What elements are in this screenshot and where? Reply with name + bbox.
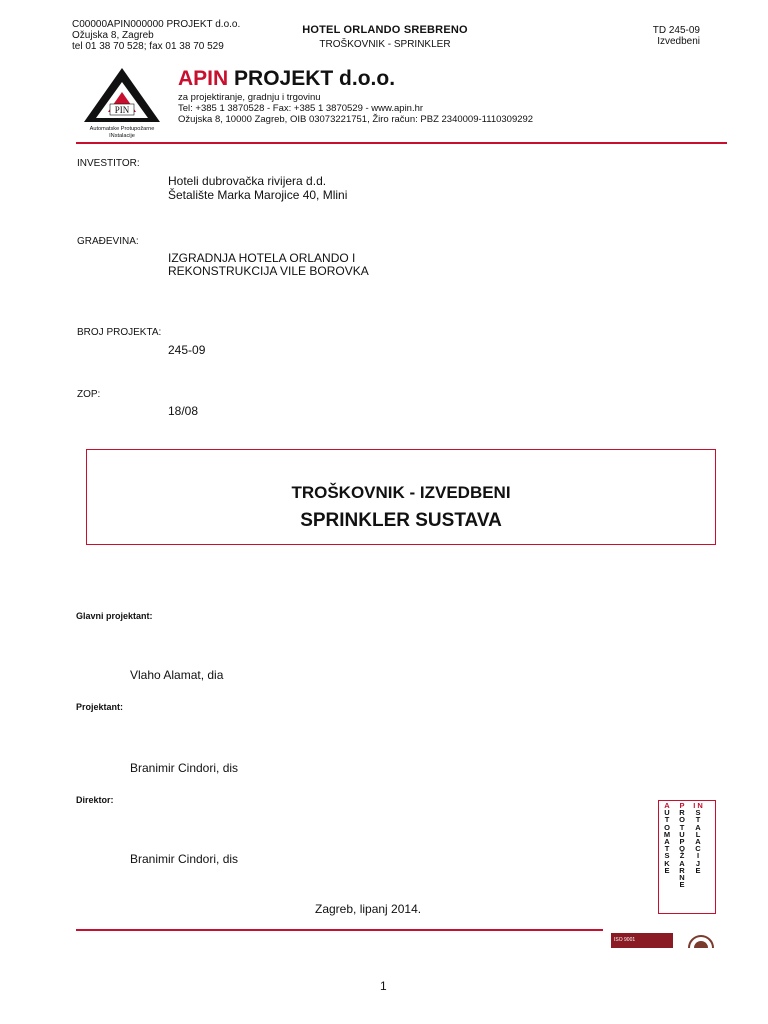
company-address: Ožujska 8, 10000 Zagreb, OIB 03073221751, Žiro račun: PBZ 2340009-1110309292 [178, 114, 534, 125]
header-document-subtitle: TROŠKOVNIK - SPRINKLER [319, 39, 451, 50]
header-company-block [72, 19, 302, 52]
company-contact: Tel: +385 1 3870528 - Fax: +385 1 3870529 - www.apin.hr [178, 103, 424, 114]
document-title-line1: TROŠKOVNIK - IZVEDBENI [291, 483, 511, 502]
badge-col3-initial: I N [693, 801, 703, 810]
badge-column-protupozarne [678, 802, 686, 888]
footer-divider [76, 929, 603, 931]
header-doc-type: Izvedbeni [657, 36, 700, 47]
page-number: 1 [380, 979, 387, 993]
header-project-title: HOTEL ORLANDO SREBRENO [302, 24, 468, 36]
glavni-projektant-label: Glavni projektant: [76, 611, 153, 621]
gradjevina-line2: REKONSTRUKCIJA VILE BOROVKA [168, 264, 369, 278]
company-info [178, 66, 718, 125]
badge-column-automatske [663, 802, 671, 874]
badge-col3-rest: S T A L A C I J E [695, 808, 701, 875]
logo-letters: PIN [114, 105, 130, 115]
header-divider [76, 142, 727, 144]
badge-col1-initial: A [664, 801, 670, 810]
badge-column-instalacije [693, 802, 703, 874]
apin-vertical-badge [658, 800, 716, 914]
broj-projekta-label: BROJ PROJEKTA: [77, 327, 162, 338]
gradjevina-line1: IZGRADNJA HOTELA ORLANDO I [168, 251, 356, 265]
header-company-phone: tel 01 38 70 528; fax 01 38 70 529 [72, 41, 224, 52]
document-title-box [86, 449, 716, 545]
header-title-block [270, 24, 500, 50]
zop-value: 18/08 [168, 404, 199, 418]
investitor-address: Šetalište Marka Marojice 40, Mlini [168, 188, 348, 202]
investitor-label: INVESTITOR: [77, 158, 140, 169]
company-tagline: za projektiranje, gradnju i trgovinu [178, 92, 321, 103]
company-name-accent: APIN [178, 67, 229, 90]
apin-logo-icon [82, 66, 162, 140]
logo-caption-line2: INstalacije [109, 133, 135, 139]
projektant-label: Projektant: [76, 702, 124, 712]
badge-col1-rest: U T O M A T S K E [663, 808, 671, 875]
badge-col2-rest: R O T U P O Ž A R N E [679, 808, 685, 890]
document-title-line2: SPRINKLER SUSTAVA [300, 510, 502, 531]
broj-projekta-value: 245-09 [168, 343, 206, 357]
header-company-code: C00000APIN000000 PROJEKT d.o.o. [72, 19, 241, 30]
iso-certification-icon [611, 933, 716, 948]
investitor-name: Hoteli dubrovačka rivijera d.d. [168, 174, 327, 188]
badge-col2-initial: P [679, 801, 685, 810]
header-company-street: Ožujska 8, Zagreb [72, 30, 154, 41]
iso-badge-label: ISO 9001 [614, 937, 636, 943]
glavni-projektant-name: Vlaho Alamat, dia [130, 668, 224, 682]
header-doc-ref [630, 25, 700, 47]
company-name-rest: PROJEKT d.o.o. [228, 67, 396, 90]
header-doc-number: TD 245-09 [652, 25, 700, 36]
logo-caption-line1: Automatske Protupožarne [89, 126, 155, 132]
gradjevina-label: GRAĐEVINA: [77, 236, 139, 247]
direktor-name: Branimir Cindori, dis [130, 852, 239, 866]
projektant-name: Branimir Cindori, dis [130, 761, 239, 775]
direktor-label: Direktor: [76, 795, 114, 805]
zop-label: ZOP: [77, 389, 101, 400]
place-date: Zagreb, lipanj 2014. [315, 902, 422, 916]
company-name [178, 66, 718, 92]
